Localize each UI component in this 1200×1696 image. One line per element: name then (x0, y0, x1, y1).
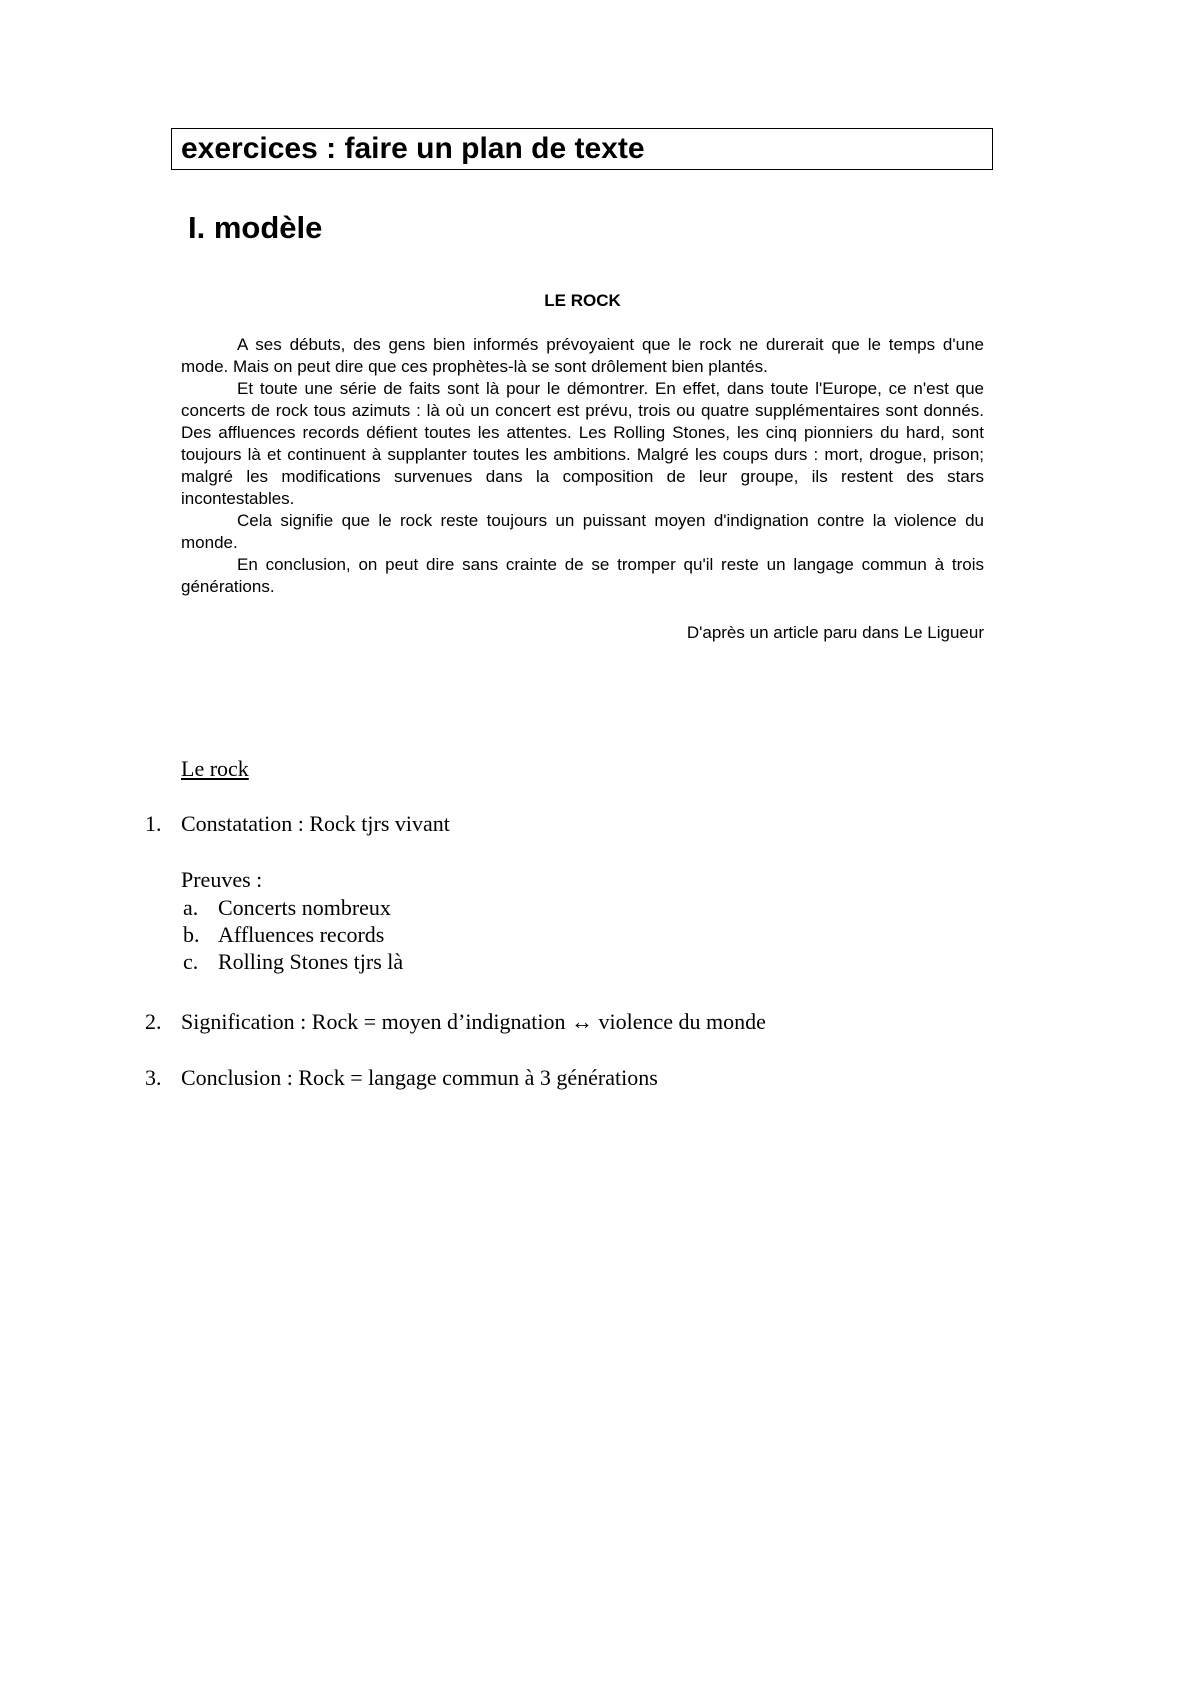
plan-item-number: 1. (145, 811, 162, 836)
plan-item-number: 2. (145, 1009, 162, 1034)
proof-letter: c. (183, 949, 199, 974)
proof-letter: a. (183, 895, 199, 920)
article-paragraph: A ses débuts, des gens bien informés prévoyaient que le rock ne durerait que le temps d'une mode. Mais on peut dire que ces prophètes-là se sont drôlement bien plantés. (181, 335, 984, 376)
proof-text: Affluences records (218, 922, 385, 947)
article-paragraph: Et toute une série de faits sont là pour le démontrer. En effet, dans toute l'Europe, ce n'est que concerts de rock tous azimuts : là où un concert est prévu, trois ou quatre supplémentaires sont donnés. Des affluences records défient toutes les attentes. Les Rolling Stones, les cinq pionniers du hard, sont toujours là et continuent à supplanter toutes les ambitions. Malgré les coups durs : mort, drogue, prison; malgré les modifications survenues dans la composition de leur groupe, ils restent des stars incontestables. (181, 379, 984, 508)
proofs-label: Preuves : (181, 867, 263, 892)
plan-item-text: Signification : Rock = moyen d’indignation ↔ violence du monde (181, 1009, 766, 1034)
article-paragraph: En conclusion, on peut dire sans crainte de se tromper qu'il reste un langage commun à trois générations. (181, 555, 984, 596)
plan-item-text: Constatation : Rock tjrs vivant (181, 811, 450, 836)
article-source: D'après un article paru dans Le Ligueur (686, 623, 984, 642)
exercise-title-box (171, 128, 993, 170)
proof-text: Concerts nombreux (218, 895, 391, 920)
plan-item-text: Conclusion : Rock = langage commun à 3 générations (181, 1065, 658, 1090)
proof-text: Rolling Stones tjrs là (218, 949, 404, 974)
plan-title: Le rock (181, 756, 249, 781)
article-paragraph: Cela signifie que le rock reste toujours un puissant moyen d'indignation contre la violence du monde. (181, 511, 984, 552)
section-heading: I. modèle (188, 210, 323, 245)
article-body (181, 334, 984, 598)
article-title: LE ROCK (544, 291, 621, 310)
exercise-title: exercices : faire un plan de texte (181, 132, 645, 165)
proof-letter: b. (183, 922, 200, 947)
plan-item-number: 3. (145, 1065, 162, 1090)
